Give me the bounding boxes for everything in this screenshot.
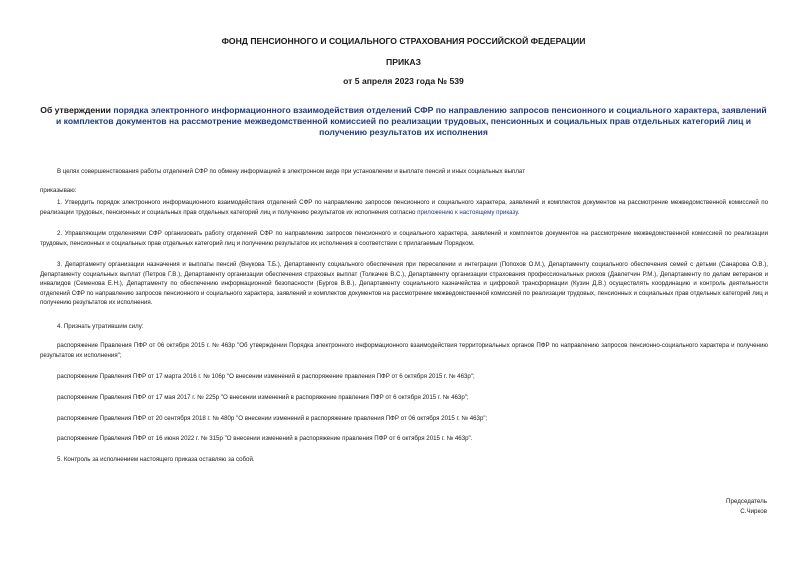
repealed-item-2: распоряжение Правления ПФР от 17 марта 2016 г. № 106р "О внесении изменений в распоряжение правления ПФР от 6 октября 2015 г. № 463р"; bbox=[57, 373, 475, 380]
paragraph-2: 2. Управляющим отделениями СФР организовать работу отделений СФР по направлению запросов пенсионного и социального характера, заявлений и комплектов документов на рассмотрение межведомственной комиссией по реализации трудовых, пенсионных и социальных прав отдельных категорий лиц и получению результатов их исполнения в соответствии с прилагаемым Порядком. bbox=[40, 230, 768, 247]
paragraph-4: 4. Признать утратившим силу: bbox=[57, 323, 144, 330]
organization-name: ФОНД ПЕНСИОННОГО И СОЦИАЛЬНОГО СТРАХОВАНИЯ РОССИЙСКОЙ ФЕДЕРАЦИИ bbox=[221, 36, 586, 46]
document-type: ПРИКАЗ bbox=[386, 57, 421, 67]
paragraph-1-end: . bbox=[517, 208, 520, 216]
repealed-item-3: распоряжение Правления ПФР от 17 мая 2017 г. № 225р "О внесении изменений в распоряжение правления ПФР от 6 октября 2015 г. № 463р"; bbox=[57, 394, 469, 401]
signature-name: С.Чирков bbox=[740, 508, 767, 515]
paragraph-1 bbox=[40, 198, 768, 217]
signature-position: Председатель bbox=[726, 498, 767, 505]
document-date: от 5 апреля 2023 года № 539 bbox=[343, 76, 464, 86]
repealed-item-4: распоряжение Правления ПФР от 20 сентября 2018 г. № 480р "О внесении изменений в распоряжение правления ПФР от 06 октября 2015 г. № 463р"; bbox=[57, 415, 488, 422]
preamble: В целях совершенствования работы отделений СФР по обмену информацией в электронном виде при установлении и выплате пенсий и иных социальных выплат bbox=[57, 168, 526, 175]
repealed-item-5: распоряжение Правления ПФР от 16 июня 2022 г. № 315р "О внесении изменений в распоряжение правления ПФР от 6 октября 2015 г. № 463р". bbox=[57, 435, 473, 442]
repealed-item-1: распоряжение Правления ПФР от 06 октября 2015 г. № 463р "Об утверждении Порядка электронного информационного взаимодействия территориальных органов ПФР по направлению запросов пенсионно-социального характера и получению результатов их исполнения"; bbox=[40, 342, 768, 359]
paragraph-1-text: 1. Утвердить порядок электронного информационного взаимодействия отделений СФР по направлению запросов пенсионного и социального характера, заявлений и комплектов документов на рассмотрение межведомственной комиссией по реализации трудовых, пенсионных и социальных прав отдельных категорий лиц и получению результатов их исполнения согласно bbox=[40, 199, 768, 216]
title-link[interactable]: порядка электронного информационного взаимодействия отделений СФР по направлению запросов пенсионного и социального характера, заявлений и комплектов документов на рассмотрение межведомственной комиссией по реализации трудовых, пенсионных и социальных прав отдельных категорий лиц и получению результатов их исполнения bbox=[55, 105, 767, 137]
document-title bbox=[40, 105, 767, 138]
paragraph-5: 5. Контроль за исполнением настоящего приказа оставляю за собой. bbox=[57, 456, 255, 463]
appendix-link[interactable]: приложению к настоящему приказу bbox=[417, 208, 518, 216]
title-prefix: Об утверждении bbox=[40, 105, 114, 115]
paragraph-3: 3. Департаменту организации назначения и выплаты пенсий (Внукова Т.Б.), Департаменту социального обеспечения при переселении и интеграции (Попохов О.М.), Департаменту социального обеспечения семей с детьми (Санарова О.В.), Департаменту социальных выплат (Петров Г.В.), Департаменту организации обеспечения страховых выплат (Толкачев В.С.), Департаменту организации страхования профессиональных рисков (Давлетчин Р.М.), Департаменту по делам ветеранов и инвалидов (Семенова Е.Н.), Департаменту по обеспечению информационной безопасности (Бургов В.В.), Департаменту социального казначейства и цифровой трансформации (Кузин Д.В.) осуществлять координацию и контроль деятельности отделений СФР по направлению запросов пенсионного и социального характера, заявлений и комплектов документов на рассмотрение межведомственной комиссией по реализации трудовых, пенсионных и социальных прав отдельных категорий лиц и получению результатов их исполнения. bbox=[40, 261, 768, 307]
order-word: приказываю: bbox=[40, 187, 77, 194]
